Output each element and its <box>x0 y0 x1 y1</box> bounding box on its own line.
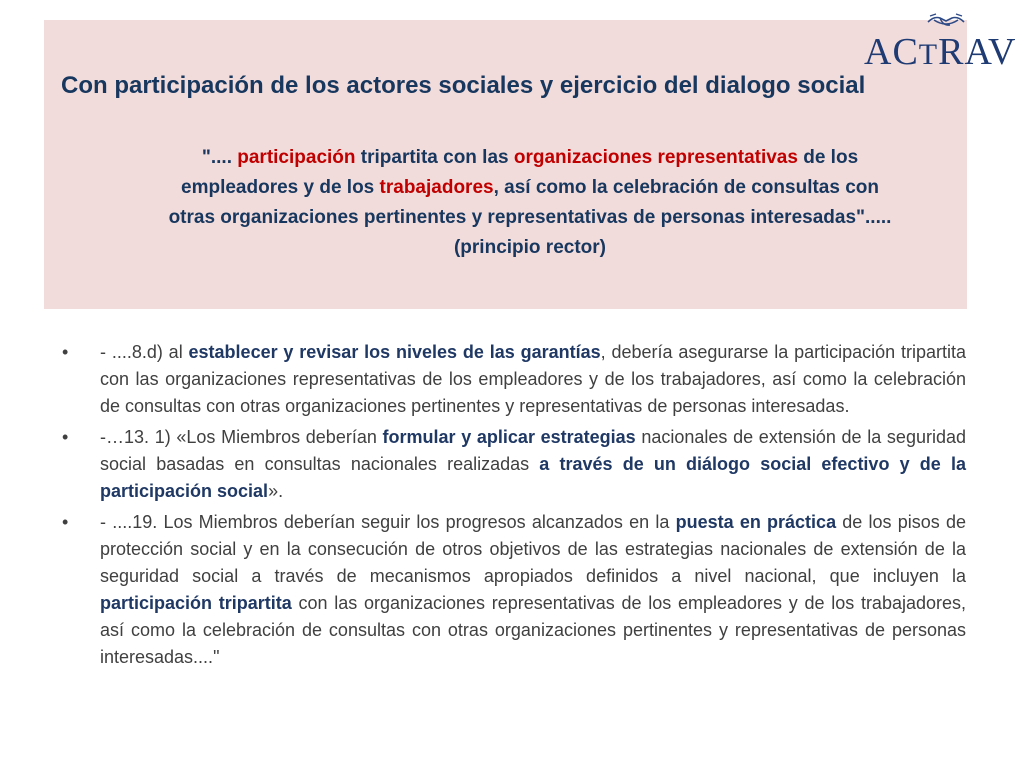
bullet-icon: • <box>62 512 69 532</box>
principle-quote <box>96 143 964 263</box>
highlight-trabajadores: trabajadores <box>379 177 494 198</box>
bullet-item-19: • - ....19. Los Miembros deberían seguir los progresos alcanzados en la puesta en práctica de los pisos de protección social y en la consecución de otros objetivos de las estrategias nacionales de extensión de la seguridad social a través de mecanismos apropiados definidos a nivel nacional, que incluyen la participación tripartita con las organizaciones representativas de los empleadores y de los trabajadores, así como la celebración de consultas con otras organizaciones pertinentes y representativas de personas interesadas...." <box>62 509 966 671</box>
bullet-list <box>62 339 966 675</box>
quote-line-1: ".... participación tripartita con las organizaciones representativas de los <box>201 147 859 168</box>
bullet-item-13: • -…13. 1) «Los Miembros deberían formular y aplicar estrategias nacionales de extensión de la seguridad social basadas en consultas nacionales realizadas a través de un diálogo social efectivo y de la participación social». <box>62 424 966 505</box>
quote-line-4: (principio rector) <box>453 237 606 258</box>
quote-line-2: empleadores y de los trabajadores, así como la celebración de consultas con <box>181 177 879 198</box>
highlight-participacion: participación <box>237 147 356 168</box>
bullet-icon: • <box>62 342 69 362</box>
page-title: Con participación de los actores sociales y ejercicio del dialogo social <box>61 72 866 99</box>
actrav-logo <box>862 8 1022 73</box>
bullet-icon: • <box>62 427 69 447</box>
highlight-organizaciones: organizaciones representativas <box>513 147 798 168</box>
bullet-item-8d: • - ....8.d) al establecer y revisar los niveles de las garantías, debería asegurarse la participación tripartita con las organizaciones representativas de los empleadores y de los trabajadores, así como la celebración de consultas con otras organizaciones pertinentes y representativas de personas interesadas. <box>62 339 966 420</box>
quote-line-3: otras organizaciones pertinentes y representativas de personas interesadas"..... <box>168 207 892 228</box>
logo-text: ACTRAV <box>864 31 1017 73</box>
